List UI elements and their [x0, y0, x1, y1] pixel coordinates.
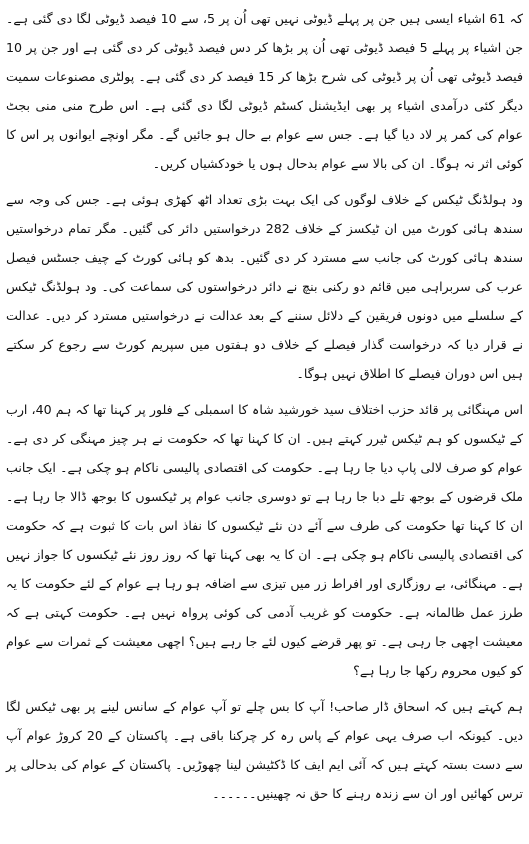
article-paragraph-closing-appeal: ہم کہتے ہیں کہ اسحاق ڈار صاحب! آپ کا بس چلے تو آپ عوام کے سانس لینے پر بھی ٹیکس لگا دیں۔ کیونکہ اب صرف یہی عوام کے پاس رہ کر چرکنا باقی ہے۔ پاکستان کے 20 کروڑ عوام آپ سے دست بستہ کہتے ہیں کہ آئی ایم ایف کا ڈکٹیشن لینا چھوڑیں۔ پاکستان کے عوام کی بدحالی پر ترس کھائیں اور ان سے زندہ رہنے کا حق نہ چھینیں۔۔۔۔۔۔	[6, 699, 523, 801]
article-paragraph-tax-duties: کہ 61 اشیاء ایسی ہیں جن پر پہلے ڈیوٹی نہیں تھی اُن پر 5، سے 10 فیصد ڈیوٹی لگا دی گئی ہے۔ جن اشیاء پر پہلے 5 فیصد ڈیوٹی تھی اُن پر بڑھا کر دس فیصد ڈیوٹی کر دی گئی ہے اور جن پر 10 فیصد ڈیوٹی تھی اُن پر ڈیوٹی کی شرح بڑھا کر 15 فیصد کر دی گئی ہے۔ پولٹری مصنوعات سمیت دیگر کئی درآمدی اشیاء پر بھی ایڈیشنل کسٹم ڈیوٹی لگا دی گئی ہے۔ اس طرح منی منی بجٹ عوام کی کمر پر لاد دیا گیا ہے۔ جس سے عوام بے حال ہو جائیں گے۔ مگر اونچے ایوانوں پر اس کا کوئی اثر نہ ہوگا۔ ان کی بالا سے عوام بدحال ہوں یا خودکشیاں کریں۔	[6, 11, 523, 171]
article-paragraph-withholding-tax: ود ہولڈنگ ٹیکس کے خلاف لوگوں کی ایک بہت بڑی تعداد اٹھ کھڑی ہوئی ہے۔ جس کی وجہ سے سندھ ہائی کورٹ میں ان ٹیکسز کے خلاف 282 درخواستیں دائر کی گئیں۔ مگر تمام درخواستیں سندھ ہائی کورٹ کی جانب سے مسترد کر دی گئیں۔ بدھ کو ہائی کورٹ کے چیف جسٹس فیصل عرب کی سربراہی میں قائم دو رکنی بنچ نے دائر درخواستوں کی سماعت کی۔ ود ہولڈنگ ٹیکس کے سلسلے میں دونوں فریقین کے دلائل سننے کے بعد عدالت نے درخواستیں مسترد کر دیں۔ عدالت نے قرار دیا کہ درخواست گذار فیصلے کے خلاف دو ہفتوں میں سپریم کورٹ سے رجوع کر سکتے ہیں اس دوران فیصلے کا اطلاق نہیں ہوگا۔	[6, 192, 523, 381]
article-paragraph-opposition-leader: اس مہنگائی پر قائد حزب اختلاف سید خورشید شاہ کا اسمبلی کے فلور پر کہنا تھا کہ ہم 40، ارب کے ٹیکسوں کو ہم ٹیکس ٹیرر کہتے ہیں۔ ان کا کہنا تھا کہ حکومت نے ہر چیز مہنگی کر دی ہے۔ عوام کو صرف لالی پاپ دیا جا رہا ہے۔ حکومت کی اقتصادی پالیسی ناکام ہو چکی ہے۔ ایک جانب ملک قرضوں کے بوجھ تلے دبا جا رہا ہے تو دوسری جانب عوام پر ٹیکسوں کا بوجھ ڈالا جا رہا ہے۔ ان کا کہنا تھا حکومت کی طرف سے آئے دن نئے ٹیکسوں کا نفاذ اس بات کا ثبوت ہے کہ حکومت کی اقتصادی پالیسی ناکام ہو چکی ہے۔ ان کا یہ بھی کہنا تھا کہ روز روز نئے ٹیکسوں کا جواز نہیں ہے۔ مہنگائی، بے روزگاری اور افراط زر میں تیزی سے اضافہ ہو رہا ہے عوام کے لئے حکومت کا یہ طرز عمل ظالمانہ ہے۔ حکومت کو غریب آدمی کی کوئی پرواہ نہیں ہے۔ حکومت کہتی ہے کہ معیشت اچھی جا رہی ہے۔ تو پھر قرضے کیوں لئے جا رہے ہیں؟ اچھی معیشت کے ثمرات سے عوام کو کیوں محروم رکھا جا رہا ہے؟	[6, 402, 523, 678]
